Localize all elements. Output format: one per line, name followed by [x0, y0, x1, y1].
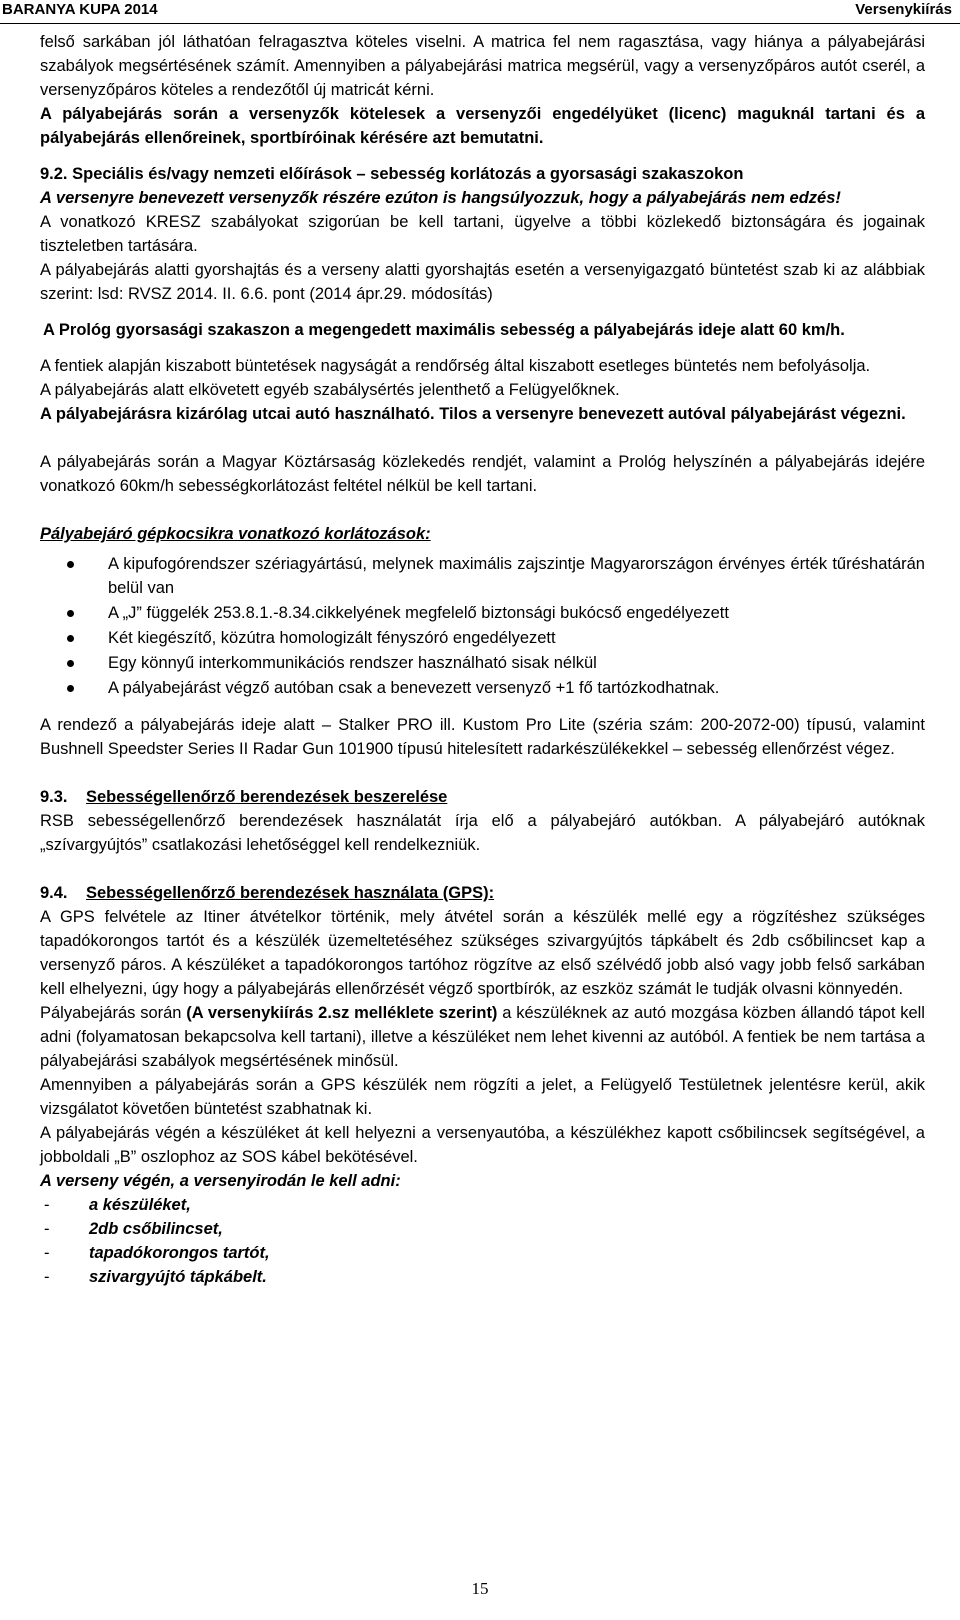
bullet-icon	[67, 561, 74, 568]
paragraph-licence-rule: A pályabejárás során a versenyzők kötelesek a versenyzői engedélyüket (licenc) maguknál tartani és a pályabejárás ellenőreinek, sportbíróinak kérésére azt bemutatni.	[40, 105, 925, 147]
section-9-2-traffic-order: A pályabejárás során a Magyar Köztársaság közlekedés rendjét, valamint a Prológ helyszínén a pályabejárás idejére vonatkozó 60km/h sebességkorlátozást feltétel nélkül be kell tartani.	[40, 453, 925, 495]
header-document-type: Versenykiírás	[855, 1, 952, 18]
paragraph-sticker-rules: felső sarkában jól láthatóan felragasztva köteles viselni. A matrica fel nem ragasztása, vagy hiánya a pályabejárási szabályok megsértésének számít. Amennyiben a pályabejárási matrica megsérül, vagy a versenyzőpáros autót cserél, a versenyzőpáros köteles a rendezőtől új matricát kérni.	[40, 33, 925, 99]
section-9-3-number: 9.3.	[40, 788, 68, 806]
list-item: A „J” függelék 253.8.1.-8.34.cikkelyének megfelelő biztonsági bukócső engedélyezett	[40, 601, 925, 625]
section-9-4-power-rule: Pályabejárás során (A versenykiírás 2.sz melléklete szerint) a készüléknek az autó mozgása közben állandó tápot kell adni (folyamatosan bekapcsolva kell tartani), illetve a készüléket nem lehet kivenni az autóból. A fentiek be nem tartása a pályabejárási szabályok megsértésének minősül.	[40, 1004, 925, 1070]
section-9-4-heading	[40, 881, 925, 905]
return-items-list	[40, 1193, 925, 1289]
section-9-3-title: Sebességellenőrző berendezések beszerelése	[86, 788, 448, 806]
section-9-4-signal-loss: Amennyiben a pályabejárás során a GPS készülék nem rögzíti a jelet, a Felügyelő Testületnek jelentésre kerül, akik vizsgálatot követően büntetést szabhatnak ki.	[40, 1076, 925, 1118]
list-item: - tapadókorongos tartót,	[44, 1244, 270, 1262]
list-item: - szivargyújtó tápkábelt.	[44, 1268, 267, 1286]
section-9-2-other-violations: A pályabejárás alatt elkövetett egyéb szabálysértés jelenthető a Felügyelőknek.	[40, 381, 620, 399]
list-item: Két kiegészítő, közútra homologizált fényszóró engedélyezett	[40, 626, 925, 650]
page-header	[0, 0, 960, 24]
section-9-3-heading	[40, 785, 925, 809]
section-9-2-prolog-speed-limit: A Prológ gyorsasági szakaszon a megengedett maximális sebesség a pályabejárás ideje alatt 60 km/h.	[43, 321, 845, 339]
section-9-2-radar-check: A rendező a pályabejárás ideje alatt – Stalker PRO ill. Kustom Pro Lite (széria szám: 200-2072-00) típusú, valamint Bushnell Speedster Series II Radar Gun 101900 típusú hitelesített radarkészülékekkel – sebesség ellenőrzést végez.	[40, 716, 925, 758]
return-items-title: A verseny végén, a versenyirodán le kell adni:	[40, 1172, 401, 1190]
section-9-4-number: 9.4.	[40, 884, 68, 902]
page-content	[40, 30, 925, 1289]
section-9-2-street-car-only: A pályabejárásra kizárólag utcai autó használható. Tilos a versenyre benevezett autóval pályabejárást végezni.	[40, 405, 906, 423]
list-item: A pályabejárást végző autóban csak a benevezett versenyző +1 fő tartózkodhatnak.	[40, 676, 925, 700]
bullet-icon	[67, 685, 74, 692]
list-item: A kipufogórendszer szériagyártású, melynek maximális zajszintje Magyarországon érvényes érték tűréshatárán belül van	[40, 552, 925, 600]
recce-car-restrictions-title: Pályabejáró gépkocsikra vonatkozó korlátozások:	[40, 525, 431, 543]
list-item: Egy könnyű interkommunikációs rendszer használható sisak nélkül	[40, 651, 925, 675]
bullet-icon	[67, 610, 74, 617]
list-item: - a készüléket,	[44, 1196, 191, 1214]
recce-car-restrictions-list	[40, 552, 925, 700]
section-9-2-warning: A versenyre benevezett versenyzők részére ezúton is hangsúlyozzuk, hogy a pályabejárás nem edzés!	[40, 189, 841, 207]
section-9-2-police-penalties: A fentiek alapján kiszabott büntetések nagyságát a rendőrség által kiszabott esetleges büntetés nem befolyásolja.	[40, 357, 871, 375]
bullet-icon	[67, 635, 74, 642]
section-9-2-traffic-rules: A vonatkozó KRESZ szabályokat szigorúan be kell tartani, ügyelve a többi közlekedő biztonságára és jogainak tiszteletben tartására.	[40, 213, 925, 255]
header-event-title: BARANYA KUPA 2014	[2, 1, 158, 18]
page-number: 15	[471, 1579, 489, 1598]
section-9-4-transfer: A pályabejárás végén a készüléket át kell helyezni a versenyautóba, a készülékhez kapott csőbilincsek segítségével, a jobboldali „B” oszlophoz az SOS kábel bekötésével.	[40, 1124, 925, 1166]
section-9-2-speeding-penalty: A pályabejárás alatti gyorshajtás és a verseny alatti gyorshajtás esetén a versenyigazgató büntetést szab ki az alábbiak szerint: lsd: RVSZ 2014. II. 6.6. pont (2014 ápr.29. módosítás)	[40, 261, 925, 303]
list-item: - 2db csőbilincset,	[44, 1220, 223, 1238]
section-9-3-body: RSB sebességellenőrző berendezések használatát írja elő a pályabejáró autókban. A pályabejáró autóknak „szívargyújtós” csatlakozási lehetőséggel kell rendelkezniük.	[40, 812, 925, 854]
bullet-icon	[67, 660, 74, 667]
section-9-4-title: Sebességellenőrző berendezések használata (GPS):	[86, 884, 495, 902]
section-9-2-heading: 9.2. Speciális és/vagy nemzeti előírások – sebesség korlátozás a gyorsasági szakaszokon	[40, 165, 744, 183]
section-9-4-gps-pickup: A GPS felvétele az Itiner átvételkor történik, mely átvétel során a készülék mellé egy a rögzítéshez szükséges tapadókorongos tartót és a készülék üzemeltetéséhez szükséges szivargyújtós tápkábelt és 2db csőbilincset kap a versenyző páros. A készüléket a tapadókorongos tartóhoz rögzítve az első szélvédő jobb alsó vagy jobb felső sarkában kell elhelyezni, úgy hogy a pályabejárás ellenőrzését végző sportbírók, az eszköz számát le tudják olvasni könnyedén.	[40, 908, 925, 998]
